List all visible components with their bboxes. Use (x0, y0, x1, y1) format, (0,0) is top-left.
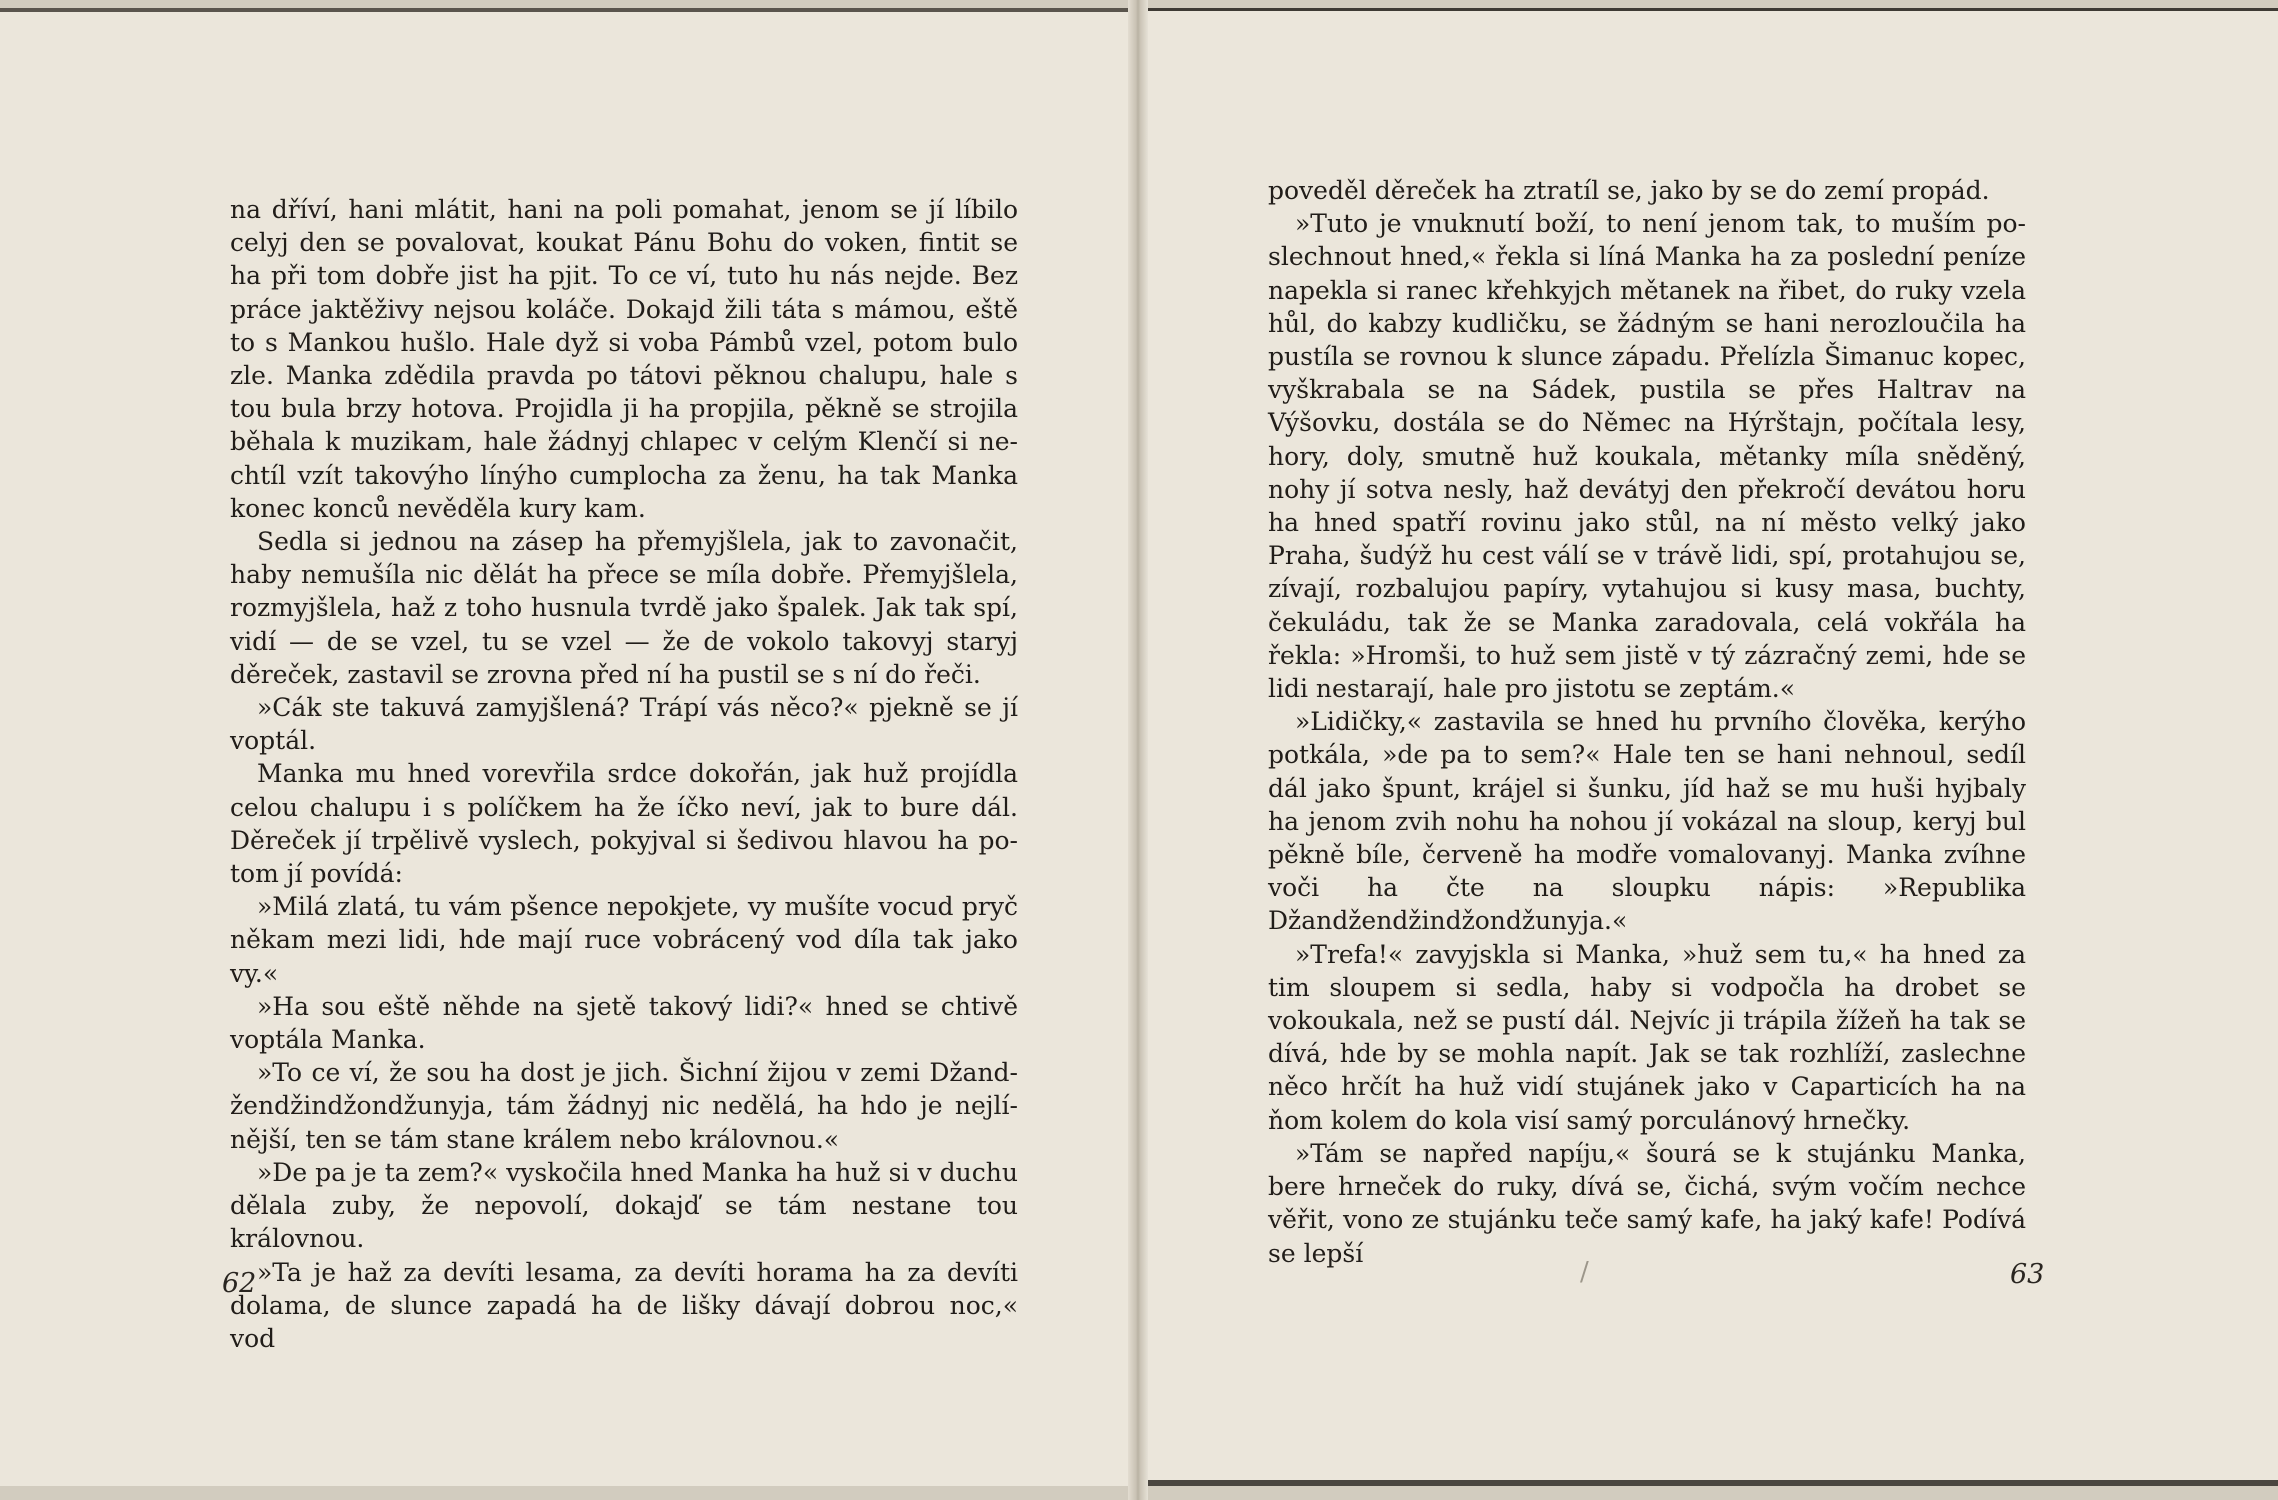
paragraph: »De pa je ta zem?« vyskočila hned Manka ha huž si v duchu dělala zuby, že nepovolí, dokajď se tám nestane tou královnou. (230, 1157, 1018, 1254)
paragraph: »Lidičky,« zastavila se hned hu prvního člověka, kerýho potkála, »de pa to sem?« Hale ten se hani nehnoul, sedíl dál jako špunt, krájel si šunku, jíd haž se mu huši hyjbaly ha jenom zvih nohu ha nohou jí vokázal na sloup, keryj bul pěkně bíle, červeně ha modře vomalovanyj. Manka zvíhne voči ha čte na sloupku nápis: »Republika Džandžendžindžondžunyja.« (1268, 707, 2026, 936)
paragraph: »Ta je haž za devíti lesama, za devíti horama ha za devíti dolama, de slunce zapadá ha de lišky dávají dobrou noc,« vod (230, 1257, 1018, 1353)
book-gutter (1128, 0, 1148, 1500)
paragraph: »Cák ste takuvá zamyjšlená? Trápí vás něco?« pjekně se jí voptál. (230, 693, 1018, 756)
paragraph: »Ha sou eště něhde na sjetě takový lidi?« hned se chtivě voptála Manka. (230, 991, 1018, 1055)
left-page (0, 8, 1136, 1486)
page-number-left: 62 (222, 1268, 257, 1299)
pencil-mark-decoration: / (1580, 1257, 1589, 1287)
paragraph: na dříví, hani mlátit, hani na poli pomahat, jenom se jí líbilo celyj den se povalovat, koukat Pánu Bohu do voken, fintit se ha při tom dobře jist ha pjit. To ce ví, tuto hu nás nejde. Bez práce jaktěživy nejsou koláče. Dokajd žili táta s mámou, eště to s Mankou hušlo. Hale dyž si voba Pámbů vzel, potom bulo zle. Manka zdědila pravda po tátovi pěknou chalupu, hale s tou bula brzy hotova. Projidla ji ha propjila, pěkně se strojila běhala k muzikam, hale žádnyj chlapec v celým Klenčí si nechtíl vzít takovýho línýho cumplocha za ženu, ha tak Manka konec konců nevěděla kury kam. (230, 195, 1018, 523)
paragraph: »To ce ví, že sou ha dost je jich. Šichní žijou v zemi Džandžendžindžondžunyja, tám žádnyj nic nedělá, ha hdo je nejlínější, ten se tám stane králem nebo královnou.« (230, 1058, 1018, 1154)
paragraph: poveděl děreček ha ztratíl se, jako by se do zemí propád. (1268, 176, 1990, 205)
paragraph: »Trefa!« zavyjskla si Manka, »huž sem tu,« ha hned za tim sloupem si sedla, haby si vodpočla ha drobet se vokoukala, než se pustí dál. Nejvíc ji trápila žížeň ha tak se dívá, hde by se mohla napít. Jak se tak rozhlíží, zaslechne něco hrčít ha huž vidí stujánek jako v Caparticích ha na ňom kolem do kola visí samý porculánový hrnečky. (1268, 939, 2026, 1135)
page-number-right: 63 (2010, 1259, 2045, 1290)
left-page-text (230, 193, 1018, 1355)
paragraph: Manka mu hned vorevřila srdce dokořán, jak huž projídla celou chalupu i s políčkem ha že íčko neví, jak to bure dál. Děreček jí trpělivě vyslech, pokyjval si šedivou hlavou ha potom jí povídá: (230, 759, 1018, 889)
paragraph: »Milá zlatá, tu vám pšence nepokjete, vy mušíte vocud pryč někam mezi lidi, hde mají ruce vobrácený vod díla tak jako vy.« (230, 892, 1018, 988)
paragraph: Sedla si jednou na zásep ha přemyjšlela, jak to zavonačit, haby nemušíla nic dělát ha přece se míla dobře. Přemyjšlela, rozmyjšlela, haž z toho husnula tvrdě jako špalek. Jak tak spí, vidí — de se vzel, tu se vzel — že de vokolo takovyj staryj děreček, zastavil se zrovna před ní ha pustil se s ní do řeči. (230, 527, 1018, 689)
right-page-text (1268, 174, 2026, 1270)
paragraph: »Tuto je vnuknutí boží, to není jenom tak, to muším poslechnout hned,« řekla si líná Manka ha za poslední peníze napekla si ranec křehkyjch mětanek na řibet, do ruky vzela hůl, do kabzy kudličku, se žádným se hani nerozloučila ha pustíla se rovnou k slunce západu. Přelízla Šimanuc kopec, vyškrabala se na Sádek, pustila se přes Haltrav na Výšovku, dostála se do Němec na Hýrštajn, počítala lesy, hory, doly, smutně huž koukala, mětanky míla sněděný, nohy jí sotva nesly, haž devátyj den překročí devátou horu ha hned spatří rovinu jako stůl, na ní město velký jako Praha, šudýž hu cest válí se v trávě lidi, spí, protahujou se, zívají, rozbalujou papíry, vytahujou si kusy masa, buchty, čekuládu, tak že se Manka zaradovala, celá vokřála ha řekla: »Hromši, to huž sem jistě v tý zázračný zemi, hde se lidi nestarají, hale pro jistotu se zeptám.« (1268, 209, 2026, 704)
paragraph: »Tám se napřed napíju,« šourá se k stujánku Manka, bere hrneček do ruky, dívá se, čichá, svým vočím nechce věřit, vono ze stujánku teče samý kafe, ha jaký kafe! Podívá se lepší (1268, 1138, 2026, 1268)
right-page (1140, 8, 2278, 1486)
